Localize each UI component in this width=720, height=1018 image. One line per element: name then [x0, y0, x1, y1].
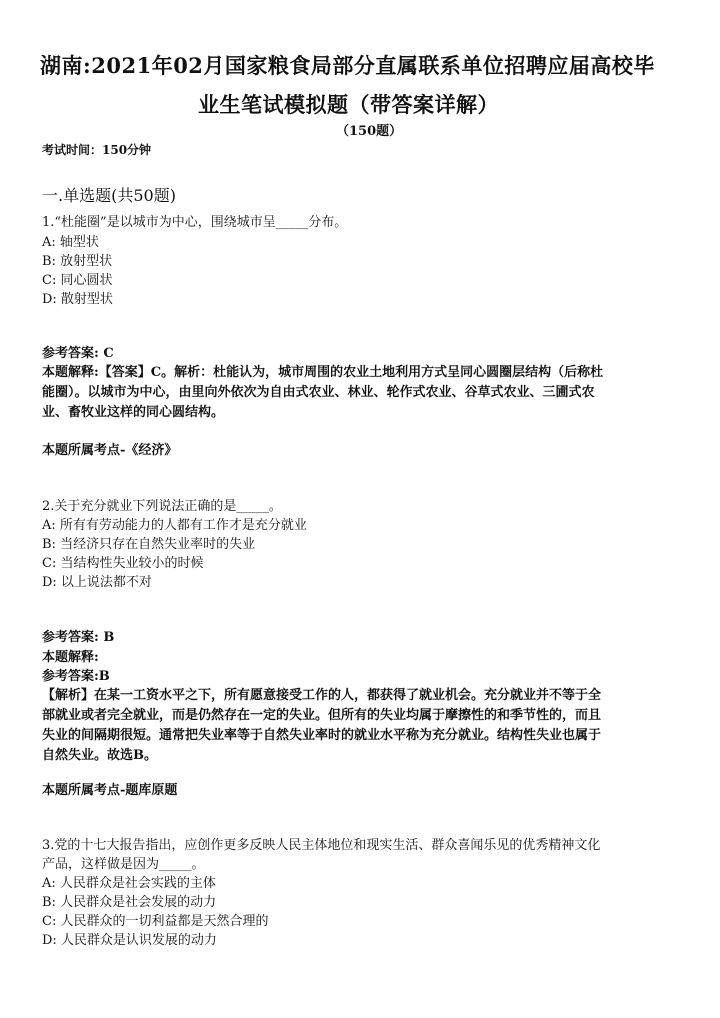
- question-3-stem-line2: 产品，这样做是因为_____。: [42, 857, 205, 872]
- question-3-option-b: B: 人民群众是社会发展的动力: [42, 895, 217, 910]
- question-1-topic: 本题所属考点-《经济》: [42, 443, 178, 458]
- question-1-option-c: C: 同心圆状: [42, 273, 113, 288]
- question-3-option-d: D: 人民群众是认识发展的动力: [42, 933, 217, 948]
- question-1-analysis-line2: 能圈）。以城市为中心，由里向外依次为自由式农业、林业、轮作式农业、谷草式农业、三圃式农: [42, 385, 595, 400]
- question-2-analysis-line4: 自然失业。故选B。: [42, 748, 157, 763]
- document-title-line1: 湖南:2021年02月国家粮食局部分直属联系单位招聘应届高校毕: [40, 53, 655, 78]
- question-2-stem: 2.关于充分就业下列说法正确的是_____。: [42, 499, 282, 514]
- question-2-analysis-line1: 【解析】在某一工资水平之下，所有愿意接受工作的人，都获得了就业机会。充分就业并不等于全: [42, 688, 602, 703]
- question-1-option-b: B: 放射型状: [42, 254, 113, 269]
- question-2-analysis-line2: 部就业或者完全就业，而是仍然存在一定的失业。但所有的失业均属于摩擦性的和季节性的，而且: [42, 708, 602, 723]
- question-3-stem-line1: 3.党的十七大报告指出，应创作更多反映人民主体地位和现实生活、群众喜闻乐见的优秀精神文化: [42, 838, 601, 853]
- question-2-answer: 参考答案: B: [42, 630, 115, 645]
- question-1-option-d: D: 散射型状: [42, 292, 113, 307]
- question-1-answer: 参考答案: C: [42, 346, 114, 361]
- question-2-analysis-line3: 失业的间隔期很短。通常把失业率等于自然失业率时的就业水平称为充分就业。结构性失业也属于: [42, 728, 602, 743]
- section-title: 一.单选题(共50题): [42, 186, 176, 205]
- question-2-option-c: C: 当结构性失业较小的时候: [42, 556, 204, 571]
- question-2-option-a: A: 所有有劳动能力的人都有工作才是充分就业: [42, 518, 307, 533]
- question-2-explain-label: 本题解释:: [42, 650, 99, 665]
- question-1-analysis-line3: 业、畜牧业这样的同心圆结构。: [42, 405, 225, 420]
- question-2-option-b: B: 当经济只存在自然失业率时的失业: [42, 537, 256, 552]
- question-2-answer-repeat: 参考答案:B: [42, 669, 110, 684]
- question-2-option-d: D: 以上说法都不对: [42, 575, 152, 590]
- document-title-line2: 业生笔试模拟题（带答案详解）: [198, 92, 499, 117]
- question-count: （150题）: [336, 124, 403, 139]
- question-1-stem: 1.“杜能圈”是以城市为中心，围绕城市呈_____分布。: [42, 215, 348, 230]
- question-1-analysis-line1: 本题解释:【答案】C。解析：杜能认为，城市周围的农业土地利用方式呈同心圆圈层结构（后称杜: [42, 365, 604, 380]
- question-2-topic: 本题所属考点-题库原题: [42, 783, 178, 798]
- exam-time: 考试时间：150分钟: [42, 143, 152, 157]
- question-3-option-c: C: 人民群众的一切利益都是天然合理的: [42, 914, 269, 929]
- question-3-option-a: A: 人民群众是社会实践的主体: [42, 876, 216, 891]
- question-1-option-a: A: 轴型状: [42, 235, 99, 250]
